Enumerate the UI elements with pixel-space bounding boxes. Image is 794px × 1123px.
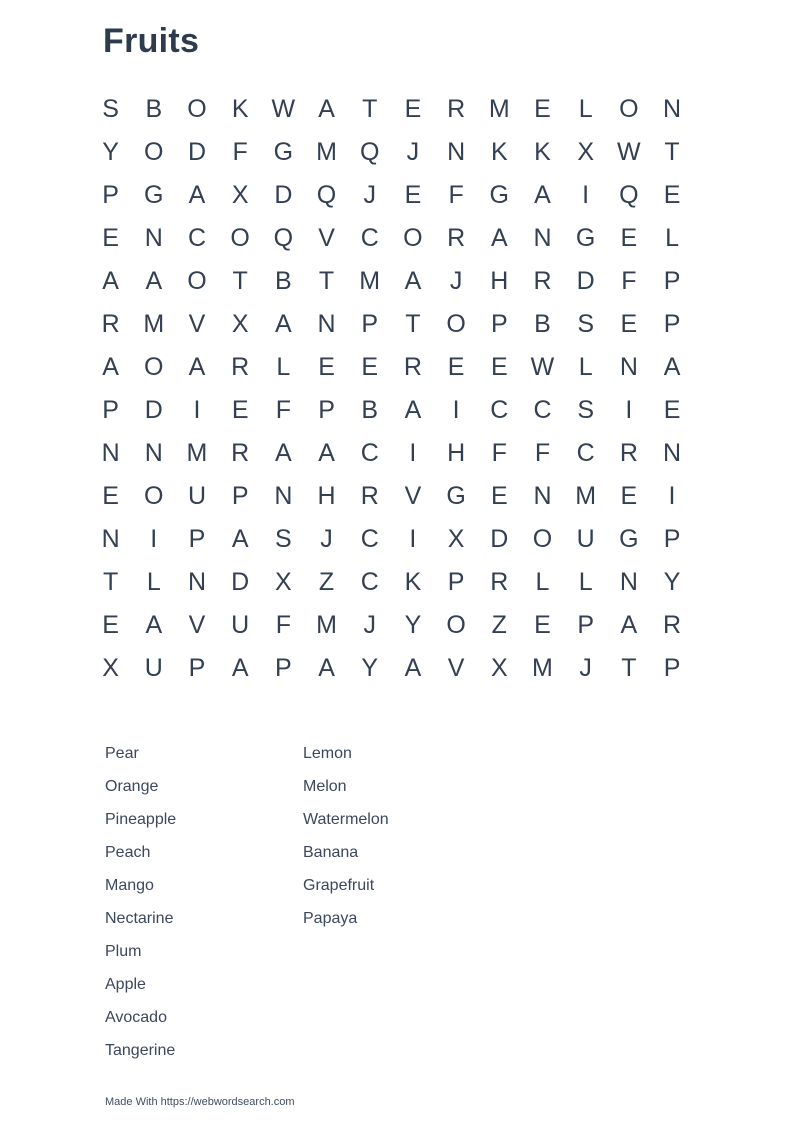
grid-letter: O <box>446 310 466 338</box>
grid-letter: A <box>231 525 249 553</box>
grid-letter: U <box>144 654 163 682</box>
grid-letter: E <box>534 95 551 123</box>
grid-letter: H <box>317 482 336 510</box>
grid-letter: E <box>490 482 508 510</box>
grid-letter: N <box>101 439 120 467</box>
grid-letter: W <box>617 138 641 166</box>
grid-letter: V <box>188 310 206 338</box>
grid-letter: M <box>532 654 553 682</box>
grid-letter: T <box>232 267 248 295</box>
grid-letter: R <box>533 267 552 295</box>
grid-letter: X <box>275 568 292 596</box>
grid-letter: N <box>663 95 682 123</box>
grid-letter: Q <box>273 224 294 252</box>
word-list-item: Peach <box>105 844 151 861</box>
grid-letter: E <box>318 353 335 381</box>
word-list-item: Nectarine <box>105 910 174 927</box>
grid-letter: Y <box>404 611 422 639</box>
grid-letter: L <box>578 95 593 123</box>
grid-letter: A <box>102 353 119 381</box>
grid-letter: K <box>231 95 249 123</box>
grid-letter: R <box>447 95 466 123</box>
grid-letter: E <box>102 611 119 639</box>
grid-letter: M <box>316 138 337 166</box>
grid-letter: A <box>102 267 119 295</box>
grid-letter: N <box>101 525 120 553</box>
grid-letter: P <box>102 181 119 209</box>
grid-letter: G <box>144 181 164 209</box>
grid-letter: Y <box>361 654 379 682</box>
grid-letter: A <box>534 181 551 209</box>
grid-letter: X <box>231 310 249 338</box>
grid-letter: P <box>231 482 249 510</box>
grid-letter: X <box>447 525 465 553</box>
grid-letter: D <box>144 396 163 424</box>
grid-letter: N <box>619 568 638 596</box>
grid-letter: J <box>320 525 333 553</box>
grid-letter: E <box>663 396 681 424</box>
grid-letter: A <box>318 439 335 467</box>
grid-letter: I <box>193 396 201 424</box>
grid-letter: H <box>490 267 509 295</box>
grid-letter: E <box>404 95 422 123</box>
grid-letter: S <box>577 396 594 424</box>
grid-letter: R <box>663 611 682 639</box>
word-list-item: Banana <box>303 844 359 861</box>
grid-letter: N <box>533 224 552 252</box>
word-list-item: Apple <box>105 976 146 993</box>
grid-letter: P <box>102 396 119 424</box>
word-list-column-2 <box>303 737 389 935</box>
grid-letter: J <box>363 181 376 209</box>
grid-letter: M <box>316 611 337 639</box>
grid-letter: L <box>535 568 550 596</box>
grid-letter: N <box>663 439 682 467</box>
grid-letter: J <box>363 611 376 639</box>
grid-letter: A <box>145 611 163 639</box>
grid-letter: T <box>362 95 378 123</box>
word-list-item: Lemon <box>303 745 352 762</box>
grid-letter: K <box>534 138 551 166</box>
grid-letter: D <box>231 568 250 596</box>
grid-letter: O <box>230 224 250 252</box>
grid-letter: F <box>491 439 507 467</box>
word-list-item: Pear <box>105 745 139 762</box>
grid-letter: V <box>404 482 422 510</box>
word-list-item: Papaya <box>303 910 358 927</box>
grid-letter: E <box>663 181 681 209</box>
word-search-grid <box>89 88 694 690</box>
grid-letter: N <box>187 568 206 596</box>
grid-letter: R <box>231 439 250 467</box>
grid-letter: H <box>447 439 466 467</box>
grid-letter: A <box>404 267 422 295</box>
grid-letter: F <box>621 267 637 295</box>
grid-letter: V <box>188 611 206 639</box>
grid-letter: A <box>318 95 335 123</box>
grid-letter: W <box>530 353 555 381</box>
page-title: Fruits <box>103 22 200 60</box>
grid-letter: E <box>361 353 379 381</box>
grid-letter: E <box>102 224 119 252</box>
grid-letter: F <box>232 138 248 166</box>
grid-letter: A <box>275 439 292 467</box>
grid-letter: I <box>668 482 676 510</box>
grid-letter: O <box>187 95 207 123</box>
grid-letter: P <box>447 568 465 596</box>
grid-letter: O <box>144 138 164 166</box>
grid-letter: I <box>409 439 417 467</box>
grid-letter: N <box>533 482 552 510</box>
grid-letter: O <box>532 525 553 553</box>
grid-letter: Z <box>491 611 507 639</box>
grid-letter: A <box>490 224 508 252</box>
word-list-column-1 <box>105 737 176 1067</box>
grid-letter: B <box>361 396 379 424</box>
grid-letter: T <box>621 654 637 682</box>
grid-letter: L <box>146 568 161 596</box>
grid-letter: W <box>271 95 296 123</box>
grid-letter: A <box>188 353 206 381</box>
grid-letter: U <box>231 611 250 639</box>
grid-letter: C <box>360 224 379 252</box>
grid-letter: D <box>576 267 595 295</box>
grid-letter: P <box>188 654 206 682</box>
grid-letter: R <box>101 310 120 338</box>
grid-letter: U <box>576 525 595 553</box>
grid-letter: C <box>360 439 379 467</box>
grid-letter: V <box>447 654 465 682</box>
grid-letter: C <box>360 525 379 553</box>
grid-letter: I <box>150 525 158 553</box>
grid-letter: B <box>145 95 163 123</box>
grid-letter: A <box>318 654 335 682</box>
grid-letter: P <box>663 310 681 338</box>
grid-letter: E <box>447 353 465 381</box>
grid-letter: U <box>187 482 206 510</box>
grid-letter: M <box>575 482 597 510</box>
grid-letter: S <box>102 95 119 123</box>
word-list-item: Watermelon <box>303 811 389 828</box>
grid-letter: G <box>575 224 596 252</box>
grid-letter: N <box>447 138 466 166</box>
grid-letter: A <box>145 267 163 295</box>
grid-letter: P <box>318 396 335 424</box>
word-list-item: Orange <box>105 778 159 795</box>
grid-letter: F <box>534 439 551 467</box>
grid-letter: E <box>620 310 638 338</box>
grid-letter: E <box>231 396 249 424</box>
grid-letter: E <box>490 353 508 381</box>
grid-letter: I <box>452 396 460 424</box>
grid-letter: A <box>620 611 638 639</box>
grid-letter: G <box>489 181 509 209</box>
grid-letter: A <box>404 396 422 424</box>
grid-letter: D <box>490 525 509 553</box>
grid-letter: I <box>625 396 633 424</box>
grid-letter: R <box>360 482 379 510</box>
grid-letter: I <box>409 525 417 553</box>
grid-letter: Q <box>316 181 337 209</box>
grid-letter: C <box>533 396 552 424</box>
grid-letter: J <box>579 654 592 682</box>
grid-letter: C <box>360 568 379 596</box>
grid-letter: G <box>446 482 466 510</box>
grid-letter: D <box>187 138 206 166</box>
grid-letter: R <box>490 568 509 596</box>
grid-letter: T <box>318 267 335 295</box>
grid-letter: M <box>488 95 510 123</box>
grid-letter: N <box>317 310 336 338</box>
grid-letter: Q <box>359 138 380 166</box>
word-list-item: Grapefruit <box>303 877 375 894</box>
grid-letter: R <box>403 353 422 381</box>
grid-letter: B <box>275 267 292 295</box>
grid-letter: A <box>275 310 292 338</box>
grid-letter: X <box>577 138 594 166</box>
grid-letter: S <box>577 310 594 338</box>
grid-letter: E <box>404 181 422 209</box>
grid-letter: L <box>578 353 593 381</box>
grid-letter: G <box>273 138 294 166</box>
grid-letter: E <box>620 482 638 510</box>
grid-letter: F <box>448 181 464 209</box>
grid-letter: J <box>406 138 420 166</box>
word-list-item: Melon <box>303 778 347 795</box>
grid-letter: P <box>275 654 292 682</box>
grid-letter: E <box>102 482 119 510</box>
grid-letter: R <box>619 439 638 467</box>
grid-letter: M <box>359 267 381 295</box>
word-list-item: Pineapple <box>105 811 177 828</box>
grid-letter: S <box>275 525 292 553</box>
grid-letter: P <box>361 310 379 338</box>
grid-letter: A <box>188 181 206 209</box>
grid-letter: X <box>490 654 508 682</box>
grid-letter: I <box>582 181 590 209</box>
grid-letter: Y <box>102 138 119 166</box>
grid-letter: L <box>665 224 679 252</box>
grid-letter: L <box>578 568 593 596</box>
grid-letter: O <box>446 611 466 639</box>
footer-credit: Made With https://webwordsearch.com <box>105 1096 295 1108</box>
grid-letter: N <box>274 482 293 510</box>
grid-letter: P <box>663 525 681 553</box>
grid-letter: R <box>447 224 466 252</box>
grid-letter: T <box>102 568 119 596</box>
grid-letter: A <box>404 654 422 682</box>
grid-letter: M <box>143 310 165 338</box>
grid-letter: C <box>576 439 595 467</box>
grid-letter: Q <box>619 181 639 209</box>
grid-letter: C <box>187 224 206 252</box>
grid-letter: F <box>275 396 291 424</box>
grid-letter: A <box>663 353 681 381</box>
grid-letter: F <box>275 611 291 639</box>
grid-letter: O <box>403 224 423 252</box>
grid-letter: B <box>534 310 551 338</box>
grid-letter: P <box>663 267 681 295</box>
grid-letter: N <box>619 353 638 381</box>
grid-letter: J <box>449 267 463 295</box>
grid-letter: V <box>318 224 335 252</box>
grid-letter: M <box>186 439 208 467</box>
grid-letter: O <box>144 353 164 381</box>
grid-letter: X <box>102 654 119 682</box>
grid-letter: D <box>274 181 293 209</box>
word-list-item: Tangerine <box>105 1042 176 1059</box>
grid-letter: P <box>490 310 508 338</box>
grid-letter: G <box>619 525 639 553</box>
grid-letter: X <box>231 181 249 209</box>
grid-letter: P <box>577 611 594 639</box>
grid-letter: Z <box>318 568 335 596</box>
grid-letter: L <box>276 353 291 381</box>
grid-letter: O <box>187 267 207 295</box>
grid-letter: T <box>664 138 680 166</box>
word-list-item: Mango <box>105 877 154 894</box>
grid-letter: O <box>619 95 639 123</box>
grid-letter: R <box>231 353 250 381</box>
grid-letter: C <box>490 396 509 424</box>
grid-letter: N <box>144 224 163 252</box>
grid-letter: E <box>534 611 551 639</box>
word-list-item: Avocado <box>105 1009 167 1026</box>
grid-letter: N <box>144 439 163 467</box>
grid-letter: Y <box>663 568 681 596</box>
grid-letter: P <box>663 654 681 682</box>
grid-letter: P <box>188 525 206 553</box>
word-list-item: Plum <box>105 943 142 960</box>
grid-letter: O <box>144 482 164 510</box>
grid-letter: A <box>231 654 249 682</box>
grid-letter: E <box>620 224 638 252</box>
grid-letter: K <box>404 568 422 596</box>
grid-letter: T <box>405 310 421 338</box>
grid-letter: K <box>490 138 508 166</box>
